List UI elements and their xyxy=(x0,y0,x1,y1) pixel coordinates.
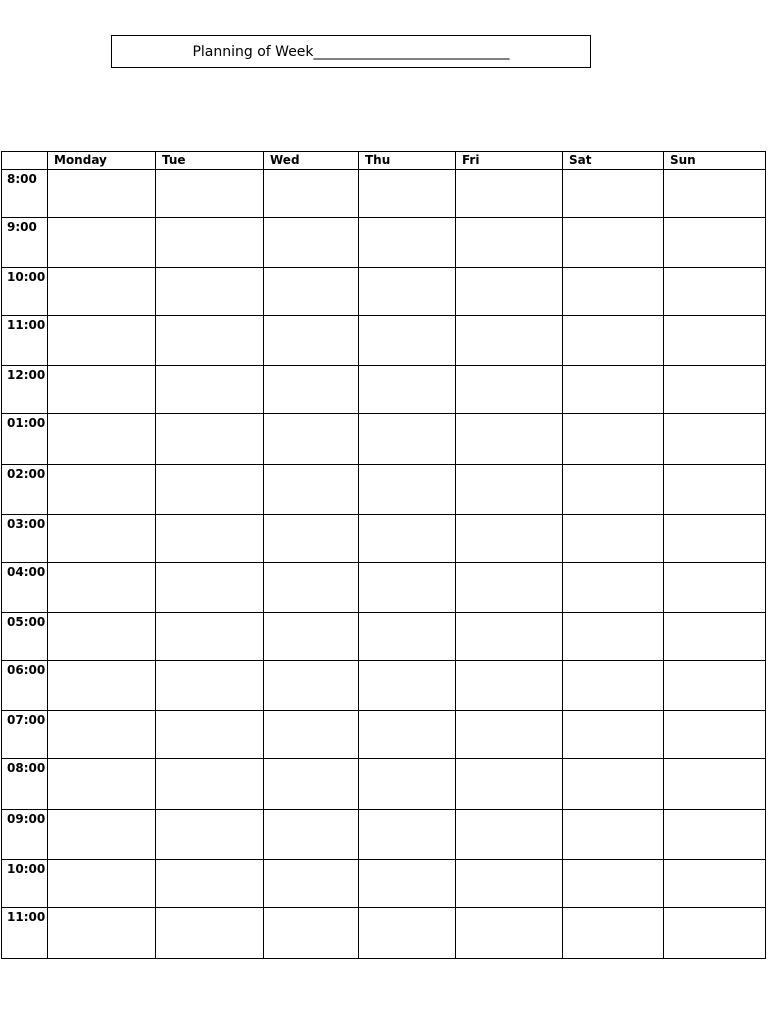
schedule-cell[interactable] xyxy=(48,661,156,711)
schedule-cell[interactable] xyxy=(264,515,359,563)
schedule-cell[interactable] xyxy=(664,465,766,515)
schedule-cell[interactable] xyxy=(264,661,359,711)
time-label: 10:00 xyxy=(2,268,48,316)
schedule-cell[interactable] xyxy=(664,366,766,414)
schedule-cell[interactable] xyxy=(563,860,664,908)
schedule-cell[interactable] xyxy=(264,860,359,908)
week-title-label: Planning of Week xyxy=(192,43,314,60)
schedule-cell[interactable] xyxy=(456,268,563,316)
schedule-cell[interactable] xyxy=(563,563,664,613)
time-slot-row xyxy=(2,613,766,661)
time-label: 9:00 xyxy=(2,218,48,268)
weekly-planner-table xyxy=(1,151,766,959)
schedule-cell[interactable] xyxy=(48,515,156,563)
schedule-cell[interactable] xyxy=(664,908,766,959)
time-slot-row xyxy=(2,316,766,366)
time-slot-row xyxy=(2,860,766,908)
schedule-cell[interactable] xyxy=(48,170,156,218)
schedule-cell[interactable] xyxy=(456,860,563,908)
time-label: 10:00 xyxy=(2,860,48,908)
schedule-cell[interactable] xyxy=(563,711,664,759)
schedule-cell[interactable] xyxy=(264,316,359,366)
time-label: 11:00 xyxy=(2,316,48,366)
time-slot-row xyxy=(2,366,766,414)
schedule-cell[interactable] xyxy=(264,366,359,414)
schedule-cell[interactable] xyxy=(456,515,563,563)
schedule-cell[interactable] xyxy=(156,810,264,860)
schedule-cell[interactable] xyxy=(664,563,766,613)
schedule-cell[interactable] xyxy=(563,414,664,465)
schedule-cell[interactable] xyxy=(48,810,156,860)
schedule-cell[interactable] xyxy=(563,759,664,810)
schedule-cell[interactable] xyxy=(359,414,456,465)
day-header-sunday: Sun xyxy=(664,152,766,170)
schedule-cell[interactable] xyxy=(264,711,359,759)
schedule-cell[interactable] xyxy=(156,860,264,908)
schedule-cell[interactable] xyxy=(156,414,264,465)
schedule-cell[interactable] xyxy=(664,316,766,366)
schedule-cell[interactable] xyxy=(359,268,456,316)
schedule-cell[interactable] xyxy=(359,711,456,759)
week-title-box xyxy=(111,35,591,68)
schedule-cell[interactable] xyxy=(359,316,456,366)
schedule-cell[interactable] xyxy=(359,218,456,268)
schedule-cell[interactable] xyxy=(563,316,664,366)
schedule-cell[interactable] xyxy=(48,218,156,268)
schedule-cell[interactable] xyxy=(664,515,766,563)
schedule-cell[interactable] xyxy=(359,170,456,218)
schedule-cell[interactable] xyxy=(563,661,664,711)
time-slot-row xyxy=(2,908,766,959)
schedule-cell[interactable] xyxy=(48,465,156,515)
schedule-cell[interactable] xyxy=(156,170,264,218)
schedule-cell[interactable] xyxy=(359,759,456,810)
time-label: 02:00 xyxy=(2,465,48,515)
time-slot-row xyxy=(2,218,766,268)
schedule-cell[interactable] xyxy=(664,268,766,316)
planner-header-row xyxy=(2,152,766,170)
schedule-cell[interactable] xyxy=(456,810,563,860)
schedule-cell[interactable] xyxy=(264,414,359,465)
schedule-cell[interactable] xyxy=(456,414,563,465)
time-label: 04:00 xyxy=(2,563,48,613)
schedule-cell[interactable] xyxy=(359,908,456,959)
time-slot-row xyxy=(2,465,766,515)
schedule-cell[interactable] xyxy=(156,759,264,810)
schedule-cell[interactable] xyxy=(156,465,264,515)
time-label: 07:00 xyxy=(2,711,48,759)
schedule-cell[interactable] xyxy=(456,613,563,661)
day-header-thursday: Thu xyxy=(359,152,456,170)
time-label: 08:00 xyxy=(2,759,48,810)
schedule-cell[interactable] xyxy=(156,316,264,366)
time-slot-row xyxy=(2,268,766,316)
schedule-cell[interactable] xyxy=(456,563,563,613)
schedule-cell[interactable] xyxy=(156,515,264,563)
schedule-cell[interactable] xyxy=(664,661,766,711)
schedule-cell[interactable] xyxy=(48,908,156,959)
schedule-cell[interactable] xyxy=(456,661,563,711)
schedule-cell[interactable] xyxy=(456,366,563,414)
schedule-cell[interactable] xyxy=(48,316,156,366)
schedule-cell[interactable] xyxy=(664,711,766,759)
schedule-cell[interactable] xyxy=(456,759,563,810)
schedule-cell[interactable] xyxy=(456,711,563,759)
schedule-cell[interactable] xyxy=(359,860,456,908)
schedule-cell[interactable] xyxy=(664,810,766,860)
planner-body xyxy=(2,170,766,959)
schedule-cell[interactable] xyxy=(359,810,456,860)
schedule-cell[interactable] xyxy=(359,613,456,661)
day-header-tuesday: Tue xyxy=(156,152,264,170)
schedule-cell[interactable] xyxy=(563,170,664,218)
schedule-cell[interactable] xyxy=(359,465,456,515)
schedule-cell[interactable] xyxy=(264,908,359,959)
schedule-cell[interactable] xyxy=(264,613,359,661)
schedule-cell[interactable] xyxy=(563,465,664,515)
schedule-cell[interactable] xyxy=(563,268,664,316)
time-slot-row xyxy=(2,515,766,563)
schedule-cell[interactable] xyxy=(48,414,156,465)
schedule-cell[interactable] xyxy=(156,711,264,759)
schedule-cell[interactable] xyxy=(48,563,156,613)
time-label: 09:00 xyxy=(2,810,48,860)
schedule-cell[interactable] xyxy=(664,613,766,661)
schedule-cell[interactable] xyxy=(48,366,156,414)
schedule-cell[interactable] xyxy=(359,366,456,414)
time-label: 11:00 xyxy=(2,908,48,959)
schedule-cell[interactable] xyxy=(563,366,664,414)
schedule-cell[interactable] xyxy=(48,759,156,810)
time-slot-row xyxy=(2,759,766,810)
schedule-cell[interactable] xyxy=(359,515,456,563)
schedule-cell[interactable] xyxy=(156,661,264,711)
schedule-cell[interactable] xyxy=(156,563,264,613)
day-header-friday: Fri xyxy=(456,152,563,170)
schedule-cell[interactable] xyxy=(359,563,456,613)
week-title-blank-line: ____________________________ xyxy=(313,43,510,60)
schedule-cell[interactable] xyxy=(563,218,664,268)
day-header-wednesday: Wed xyxy=(264,152,359,170)
schedule-cell[interactable] xyxy=(48,860,156,908)
time-label: 03:00 xyxy=(2,515,48,563)
time-slot-row xyxy=(2,711,766,759)
schedule-cell[interactable] xyxy=(156,908,264,959)
schedule-cell[interactable] xyxy=(456,218,563,268)
schedule-cell[interactable] xyxy=(664,860,766,908)
schedule-cell[interactable] xyxy=(48,711,156,759)
schedule-cell[interactable] xyxy=(456,908,563,959)
schedule-cell[interactable] xyxy=(664,170,766,218)
day-header-saturday: Sat xyxy=(563,152,664,170)
schedule-cell[interactable] xyxy=(48,613,156,661)
schedule-cell[interactable] xyxy=(264,218,359,268)
schedule-cell[interactable] xyxy=(156,268,264,316)
schedule-cell[interactable] xyxy=(664,218,766,268)
schedule-cell[interactable] xyxy=(456,170,563,218)
time-label: 12:00 xyxy=(2,366,48,414)
schedule-cell[interactable] xyxy=(456,465,563,515)
time-slot-row xyxy=(2,170,766,218)
schedule-cell[interactable] xyxy=(264,563,359,613)
schedule-cell[interactable] xyxy=(156,613,264,661)
schedule-cell[interactable] xyxy=(156,218,264,268)
schedule-cell[interactable] xyxy=(563,908,664,959)
schedule-cell[interactable] xyxy=(156,366,264,414)
schedule-cell[interactable] xyxy=(264,810,359,860)
schedule-cell[interactable] xyxy=(264,170,359,218)
schedule-cell[interactable] xyxy=(563,810,664,860)
planner-corner-cell xyxy=(2,152,48,170)
time-slot-row xyxy=(2,661,766,711)
time-label: 06:00 xyxy=(2,661,48,711)
schedule-cell[interactable] xyxy=(664,759,766,810)
schedule-cell[interactable] xyxy=(664,414,766,465)
time-slot-row xyxy=(2,563,766,613)
schedule-cell[interactable] xyxy=(264,268,359,316)
schedule-cell[interactable] xyxy=(48,268,156,316)
time-label: 05:00 xyxy=(2,613,48,661)
day-header-monday: Monday xyxy=(48,152,156,170)
time-slot-row xyxy=(2,810,766,860)
schedule-cell[interactable] xyxy=(563,613,664,661)
time-slot-row xyxy=(2,414,766,465)
schedule-cell[interactable] xyxy=(264,465,359,515)
schedule-cell[interactable] xyxy=(563,515,664,563)
schedule-cell[interactable] xyxy=(359,661,456,711)
time-label: 01:00 xyxy=(2,414,48,465)
schedule-cell[interactable] xyxy=(264,759,359,810)
time-label: 8:00 xyxy=(2,170,48,218)
schedule-cell[interactable] xyxy=(456,316,563,366)
